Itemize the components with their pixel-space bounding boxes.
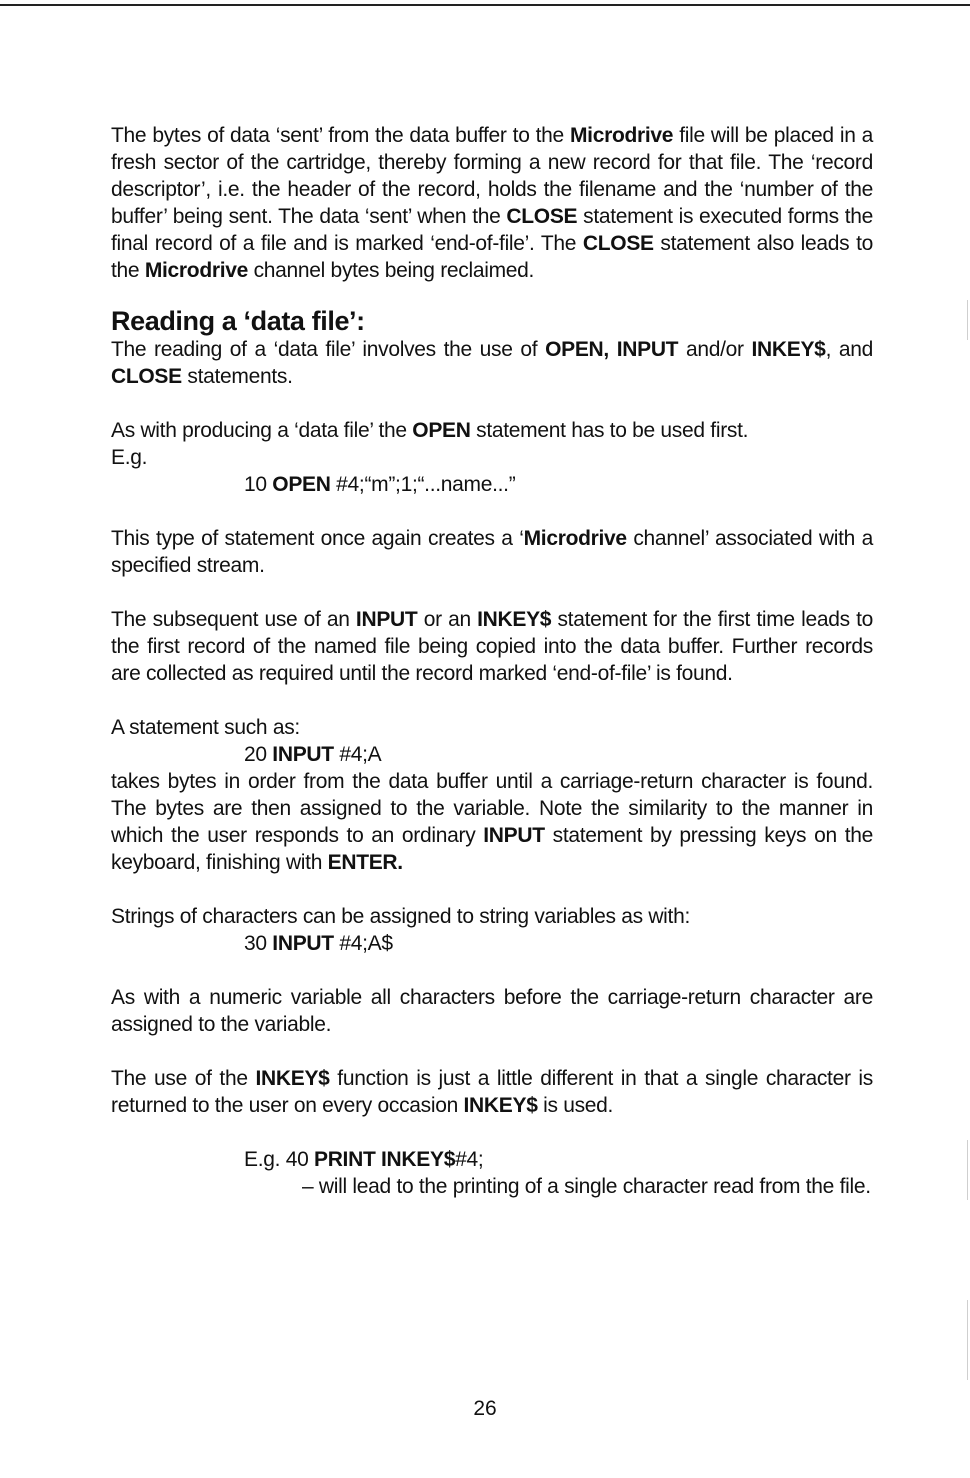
text-run: takes bytes in order from the data buffer until a carriage-return character is found. The bytes are then assigned to the variable. Note the similarity to the manner in which the user responds to an ordinary (111, 770, 873, 847)
top-rule (0, 4, 970, 6)
text-run: statements. (181, 365, 293, 388)
keyword-inkey: INKEY$ (751, 338, 826, 361)
scan-edge-mark (967, 1300, 968, 1380)
text-run: , and (825, 338, 873, 361)
scan-edge-mark (967, 1140, 968, 1200)
keyword-close: CLOSE (111, 365, 182, 388)
paragraph-numeric-variable (111, 984, 873, 1038)
paragraph-subsequent-use (111, 606, 873, 687)
paragraph-buffer-records (111, 122, 873, 284)
text-run: E.g. (111, 446, 148, 469)
keyword-print-inkey: PRINT INKEY$ (313, 1148, 456, 1171)
text-run: file will be placed in a fresh sector of the cartridge, thereby forming a new record for that file. The ‘record descriptor’, i.e. the header of the record, holds the filename and the ‘number of the buffer’ being sent. The data ‘sent’ when the (111, 124, 873, 228)
keyword-inkey: INKEY$ (477, 608, 552, 631)
text-run: The bytes of data ‘sent’ from the data buffer to the (111, 124, 570, 147)
text-run: statement by pressing keys on the keyboard, finishing with (111, 824, 873, 874)
text-run: statement for the first time leads to the first record of the named file being copied into the data buffer. Further records are collected as required until the record marked ‘end-of-file’ is found. (111, 608, 873, 685)
code-line-open (111, 471, 873, 498)
keyword-enter: ENTER. (327, 851, 403, 874)
text-run: statement has to be used first. (470, 419, 749, 442)
keyword-microdrive: Microdrive (569, 124, 674, 147)
text-run: As with producing a ‘data file’ the (111, 419, 413, 442)
text-run: channel’ associated with a specified stream. (111, 527, 873, 577)
text-run: statement also leads to the (111, 232, 873, 282)
text-run: Strings of characters can be assigned to string variables as with: (111, 905, 690, 928)
paragraph-takes-bytes (111, 768, 873, 876)
text-run: is used. (537, 1094, 614, 1117)
page-body (111, 122, 873, 1200)
text-run: or an (417, 608, 478, 631)
keyword-input: INPUT (272, 743, 334, 766)
text-run: The use of the (111, 1067, 256, 1090)
text-run: The reading of a ‘data file’ involves the use of (111, 338, 546, 361)
text-run: statement is executed forms the final record of a file and is marked ‘end-of-file’. The (111, 205, 873, 255)
paragraph-reading-intro (111, 336, 873, 390)
code-args: #4;A$ (333, 932, 393, 955)
keyword-open: OPEN (412, 419, 471, 442)
paragraph-channel (111, 525, 873, 579)
keyword-open: OPEN (272, 473, 331, 496)
code-args: #4; (455, 1148, 484, 1171)
keyword-inkey: INKEY$ (463, 1094, 538, 1117)
example-print-inkey (111, 1146, 873, 1173)
paragraph-open-first (111, 417, 873, 471)
paragraph-statement-such-as (111, 714, 873, 741)
section-heading: Reading a ‘data file’: (111, 306, 365, 336)
keyword-inkey: INKEY$ (255, 1067, 330, 1090)
keyword-close: CLOSE (582, 232, 654, 255)
code-line-input-string (111, 930, 873, 957)
keyword-input: INPUT (272, 932, 334, 955)
keyword-input: INPUT (355, 608, 418, 631)
keyword-microdrive: Microdrive (144, 259, 249, 282)
text-run: function is just a little different in that a single character is returned to the user on every occasion (111, 1067, 873, 1117)
text-run: E.g. 40 (244, 1148, 314, 1171)
text-run: channel bytes being reclaimed. (248, 259, 535, 282)
text-run: and/or (678, 338, 752, 361)
line-number: 30 (244, 932, 273, 955)
paragraph-inkey-function (111, 1065, 873, 1119)
keyword-open-input: OPEN, INPUT (545, 338, 679, 361)
scan-edge-mark (967, 300, 968, 340)
code-line-input-a (111, 741, 873, 768)
text-run: As with a numeric variable all characters before the carriage-return character are assigned to the variable. (111, 986, 873, 1036)
text-run: The subsequent use of an (111, 608, 356, 631)
example-note: – will lead to the printing of a single character read from the file. (302, 1175, 871, 1198)
text-run: A statement such as: (111, 716, 300, 739)
text-run: This type of statement once again creates a ‘ (111, 527, 524, 550)
page-number: 26 (473, 1397, 497, 1420)
paragraph-strings (111, 903, 873, 930)
keyword-input: INPUT (483, 824, 545, 847)
line-number: 20 (244, 743, 273, 766)
keyword-microdrive: Microdrive (523, 527, 627, 550)
keyword-close: CLOSE (506, 205, 578, 228)
code-args: #4;A (333, 743, 382, 766)
line-number: 10 (244, 473, 273, 496)
code-args: #4;“m”;1;“...name...” (330, 473, 516, 496)
